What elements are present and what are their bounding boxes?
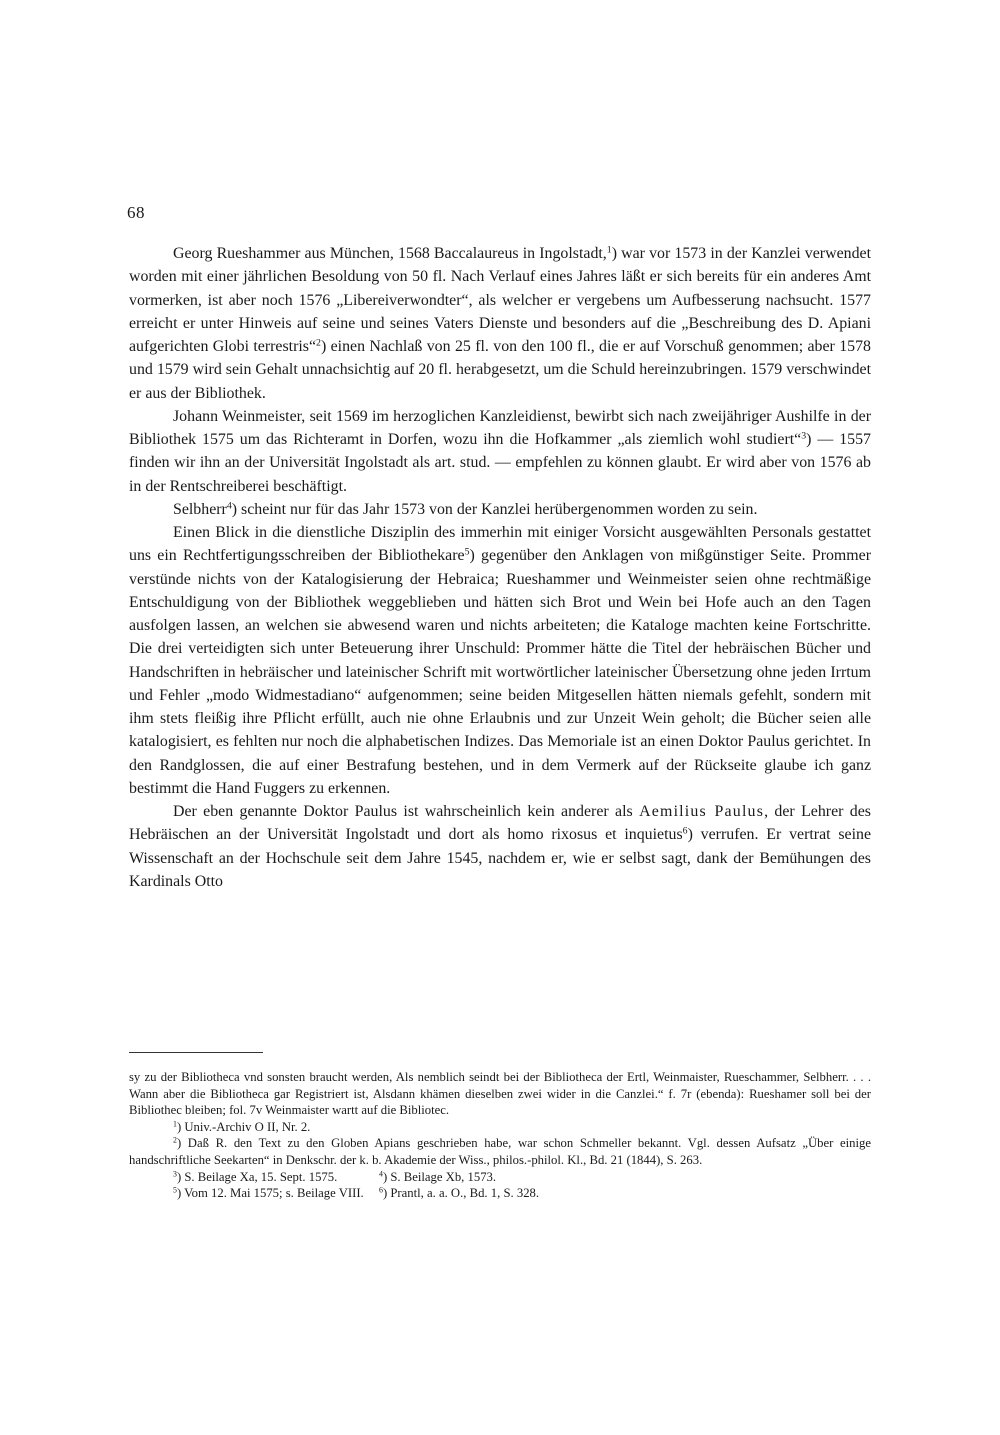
text-run: ) verrufen. Er vertrat seine Wissenschaft an der Hochschule seit dem Jahre 1545, nachdem er, wie er selbst sagt, dank der Bemühungen des Kardinals Otto	[129, 826, 871, 890]
footnote-rule	[129, 1052, 263, 1053]
spaced-name: Aemilius Paulus	[639, 803, 765, 820]
paragraph	[129, 242, 871, 405]
footnote-text: ) Prantl, a. a. O., Bd. 1, S. 328.	[382, 1186, 540, 1201]
text-run: Selbherr	[173, 500, 227, 518]
text-run: ) einen Nachlaß von 25 fl. von den 100 fl., die er auf Vorschuß genommen; aber 1578 und 1579 wird sein Gehalt unnachsichtig auf 20 fl. herabgesetzt, um die Schuld hereinzubringen. 1579 verschwindet er aus der Bibliothek.	[129, 338, 871, 402]
footnote-6	[379, 1185, 539, 1202]
footnote-reference: 4	[226, 500, 232, 512]
footnote-text: ) Vom 12. Mai 1575; s. Beilage VIII.	[176, 1186, 364, 1201]
footnote-2	[129, 1135, 871, 1168]
text-run: ) gegenüber den Anklagen von mißgünstiger Seite. Prommer verstünde nichts von der Katalogisierung der Hebraica; Rueshammer und Weinmeister seien ohne rechtmäßige Entschuldigung von der Bibliothek weggeblieben und hätten sich Brot und Wein bei Hofe auch an den Tagen ausfolgen lassen, an welchen sie abwesend waren und nichts arbeiteten; die Kataloge machten keine Fortschritte. Die drei verteidigten sich unter Beteuerung ihrer Unschuld: Prommer hätte die Titel der hebräischen Bücher und Handschriften in hebräischer und lateinischer Schrift mit wortwörtlicher lateinischer Übersetzung ohne jeden Irrtum und Fehler „modo Widmestadiano“ aufgenommen; seine beiden Mitgesellen hätten niemals gefehlt, sondern mit ihm stets fleißig ihre Pflicht erfüllt, auch nie ohne Erlaubnis und zur Unzeit Wein geholt; die Bücher seien alle katalogisiert, es fehlten nur noch die alphabetischen Indizes. Das Memoriale ist an einen Doktor Paulus gerichtet. In den Randglossen, die auf einer Bestrafung bestehen, und in dem Vermerk auf der Rückseite glaube ich ganz bestimmt die Hand Fuggers zu erkennen.	[129, 547, 871, 797]
body-text	[129, 242, 871, 893]
paragraph	[129, 521, 871, 800]
text-run: Georg Rueshammer aus München, 1568 Baccalaureus in Ingolstadt,	[173, 245, 607, 262]
text-run: Johann Weinmeister, seit 1569 im herzoglichen Kanzleidienst, bewirbt sich nach zweijähriger Aushilfe in der Bibliothek 1575 um das Richteramt in Dorfen, wozu ihn die Hofkammer „als ziemlich wohl studiert“	[129, 407, 871, 448]
footnote-5	[173, 1185, 379, 1202]
footnote-row-3-4	[129, 1169, 871, 1186]
text-run: Einen Blick in die dienstliche Disziplin des immerhin mit einiger Vorsicht ausgewählten Personals gestattet uns ein Rechtfertigungsschreiben der Bibliothekare	[129, 524, 871, 565]
footnote-mark: 2	[173, 1136, 177, 1146]
footnote-mark: 3	[173, 1169, 177, 1179]
footnote-mark: 1	[173, 1119, 177, 1129]
footnote-text: ) Univ.-Archiv O II, Nr. 2.	[176, 1119, 311, 1134]
paragraph	[129, 405, 871, 498]
footnote-row-5-6	[129, 1185, 871, 1202]
paragraph	[129, 498, 871, 521]
text-run: , der Lehrer des Hebräischen an der Universität Ingolstadt und dort als homo rixosus et inquietus	[129, 803, 871, 844]
footnote-text: ) Daß R. den Text zu den Globen Apians geschrieben habe, war schon Schmeller bekannt. Vgl. dessen Aufsatz „Über einige handschriftliche Seekarten“ in Denkschr. der k. b. Akademie der Wiss., philos.-philol. Kl., Bd. 21 (1844), S. 263.	[129, 1136, 871, 1167]
text-run: ) war vor 1573 in der Kanzlei verwendet worden mit einer jährlichen Besoldung von 50 fl. Nach Verlauf eines Jahres läßt er sich bereits für ein anderes Amt vormerken, ist aber noch 1576 „Libereiverwondter“, als welcher er vergebens um Aufbesserung nachsucht. 1577 erreicht er unter Hinweis auf seine und seines Vaters Dienste und besonders auf die „Beschreibung des D. Apiani aufgerichten Globi terrestris“	[129, 245, 871, 355]
footnote-text: ) S. Beilage Xb, 1573.	[382, 1169, 497, 1184]
paragraph	[129, 800, 871, 893]
footnote-3	[173, 1169, 379, 1186]
text-run: Der eben genannte Doktor Paulus ist wahrscheinlich kein anderer als	[173, 803, 640, 820]
footnote-reference: 5	[464, 546, 470, 558]
footnote-1	[129, 1119, 871, 1136]
page-number: 68	[127, 203, 145, 222]
footnote-mark: 4	[379, 1169, 383, 1179]
footnote-reference: 2	[316, 337, 321, 349]
footnote-reference: 6	[682, 825, 688, 837]
footnote-text: ) S. Beilage Xa, 15. Sept. 1575.	[176, 1169, 338, 1184]
text-run: ) scheint nur für das Jahr 1573 von der Kanzlei herübergenommen worden zu sein.	[231, 500, 758, 518]
footnotes	[129, 1069, 871, 1202]
footnote-mark: 6	[379, 1185, 383, 1195]
footnote-mark: 5	[173, 1185, 177, 1195]
footnote-reference: 1	[606, 244, 612, 256]
footnote-continuation: sy zu der Bibliotheca vnd sonsten braucht werden, Als nemblich seindt bei der Bibliotheca der Ertl, Weinmaister, Rueschammer, Selbherr. . . . Wann aber die Bibliotheca gar Registriert ist, Alsdann khämen dieselben zwei wider in die Canzlei.“ f. 7r (ebenda): Rueshamer soll bei der Bibliothec bleiben; fol. 7v Weinmaister wartt auf die Bibliotec.	[129, 1070, 871, 1118]
footnote-reference: 3	[801, 430, 807, 442]
footnote-4	[379, 1169, 496, 1186]
text-run: ) — 1557 finden wir ihn an der Universität Ingolstadt als art. stud. — empfehlen zu können glaubt. Er wird aber von 1576 ab in der Rentschreiberei beschäftigt.	[129, 431, 871, 495]
